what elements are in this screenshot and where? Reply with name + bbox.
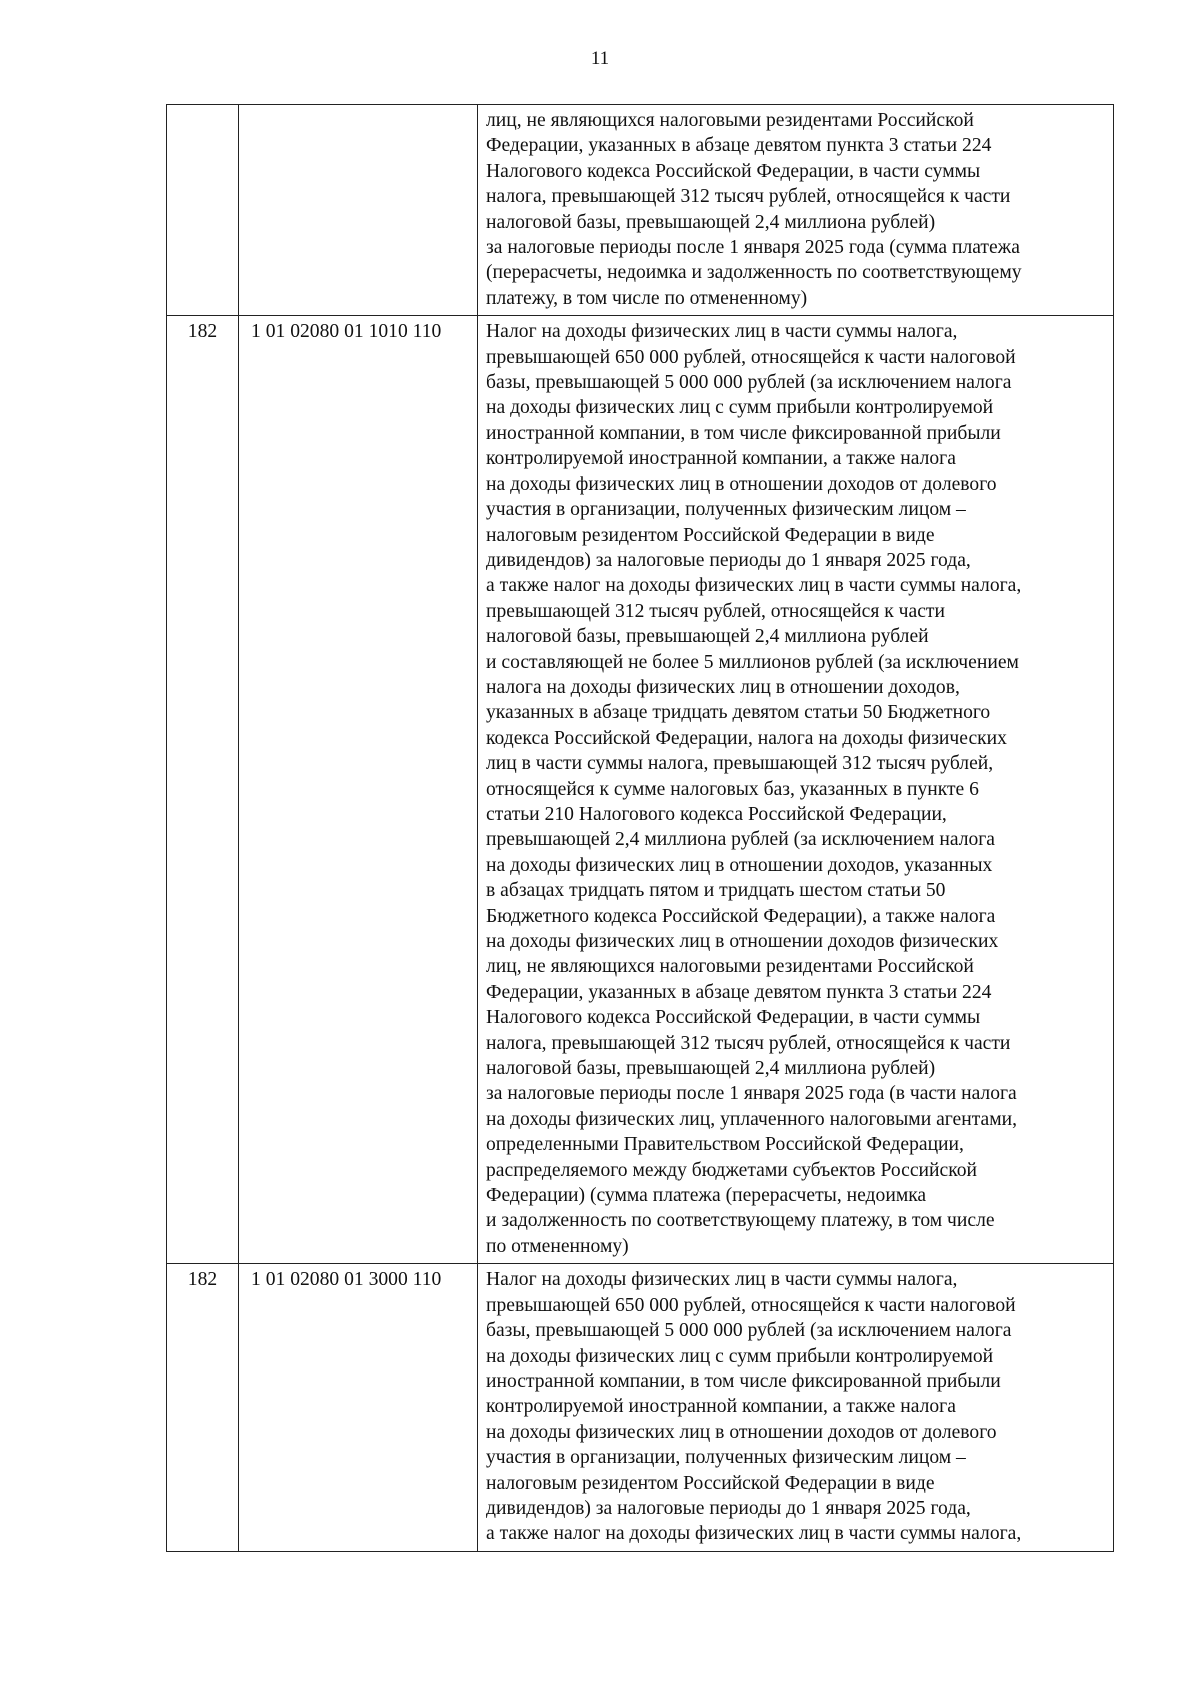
description-line: налоговой базы, превышающей 2,4 миллиона рублей) xyxy=(486,211,936,233)
description-line: за налоговые периоды после 1 января 2025 года (сумма платежа xyxy=(486,237,1020,259)
description-line: на доходы физических лиц с сумм прибыли контролируемой xyxy=(486,1345,994,1367)
description-line: контролируемой иностранной компании, а также налога xyxy=(486,448,956,470)
page-number: 11 xyxy=(590,48,610,69)
description-line: Налогового кодекса Российской Федерации, в части суммы xyxy=(486,1007,981,1029)
description-line: статьи 210 Налогового кодекса Российской Федерации, xyxy=(486,803,947,825)
description-line: превышающей 2,4 миллиона рублей (за исключением налога xyxy=(486,829,996,851)
description-line: а также налог на доходы физических лиц в части суммы налога, xyxy=(486,575,1022,597)
description-line: участия в организации, полученных физическим лицом – xyxy=(486,1447,966,1469)
description-line: на доходы физических лиц в отношении доходов от долевого xyxy=(486,473,997,495)
description-line: лиц, не являющихся налоговыми резидентами Российской xyxy=(486,956,974,978)
description-line: по отмененному) xyxy=(486,1235,629,1257)
description-line: базы, превышающей 5 000 000 рублей (за исключением налога xyxy=(486,372,1012,394)
description-line: иностранной компании, в том числе фиксированной прибыли xyxy=(486,1370,1001,1392)
table-row xyxy=(167,316,1114,1264)
admin-code-cell: 182 xyxy=(167,1264,239,1551)
description-line: и составляющей не более 5 миллионов рублей (за исключением xyxy=(486,651,1019,673)
description-line: Бюджетного кодекса Российской Федерации), а также налога xyxy=(486,905,996,927)
description-line: базы, превышающей 5 000 000 рублей (за исключением налога xyxy=(486,1320,1012,1342)
description-line: иностранной компании, в том числе фиксированной прибыли xyxy=(486,422,1001,444)
budget-code-cell: 1 01 02080 01 1010 110 xyxy=(239,316,478,1264)
admin-code-cell xyxy=(167,105,239,316)
budget-classification-table xyxy=(166,104,1114,1552)
description-line: Налог на доходы физических лиц в части суммы налога, xyxy=(486,321,958,343)
description-cell xyxy=(478,1264,1114,1551)
description-line: Федерации, указанных в абзаце девятом пункта 3 статьи 224 xyxy=(486,981,992,1003)
description-line: платежу, в том числе по отмененному) xyxy=(486,287,808,309)
description-cell xyxy=(478,105,1114,316)
description-line: на доходы физических лиц, уплаченного налоговыми агентами, xyxy=(486,1108,1018,1130)
description-line: Федерации, указанных в абзаце девятом пункта 3 статьи 224 xyxy=(486,135,992,157)
description-line: превышающей 650 000 рублей, относящейся к части налоговой xyxy=(486,1294,1016,1316)
budget-code-cell xyxy=(239,105,478,316)
description-line: налоговым резидентом Российской Федерации в виде xyxy=(486,524,935,546)
description-line: налога на доходы физических лиц в отношении доходов, xyxy=(486,676,960,698)
description-line: и задолженность по соответствующему платежу, в том числе xyxy=(486,1210,995,1232)
description-line: в абзацах тридцать пятом и тридцать шестом статьи 50 xyxy=(486,880,946,902)
description-line: распределяемого между бюджетами субъектов Российской xyxy=(486,1159,978,1181)
table-row xyxy=(167,105,1114,316)
description-line: лиц, не являющихся налоговыми резидентами Российской xyxy=(486,110,974,131)
description-line: относящейся к сумме налоговых баз, указанных в пункте 6 xyxy=(486,778,979,800)
budget-code-cell: 1 01 02080 01 3000 110 xyxy=(239,1264,478,1551)
description-cell xyxy=(478,316,1114,1264)
description-line: за налоговые периоды после 1 января 2025 года (в части налога xyxy=(486,1083,1017,1105)
description-line: дивидендов) за налоговые периоды до 1 января 2025 года, xyxy=(486,1497,971,1519)
description-line: Налогового кодекса Российской Федерации, в части суммы xyxy=(486,160,981,182)
description-line: Налог на доходы физических лиц в части суммы налога, xyxy=(486,1269,958,1291)
description-line: налоговой базы, превышающей 2,4 миллиона рублей xyxy=(486,626,929,648)
description-line: участия в организации, полученных физическим лицом – xyxy=(486,499,966,521)
description-line: налоговым резидентом Российской Федерации в виде xyxy=(486,1472,935,1494)
description-line: Федерации) (сумма платежа (перерасчеты, недоимка xyxy=(486,1185,927,1207)
description-line: на доходы физических лиц в отношении доходов, указанных xyxy=(486,854,993,876)
description-line: налоговой базы, превышающей 2,4 миллиона рублей) xyxy=(486,1058,936,1080)
description-line: определенными Правительством Российской Федерации, xyxy=(486,1134,964,1156)
description-line: (перерасчеты, недоимка и задолженность по соответствующему xyxy=(486,262,1022,284)
description-line: контролируемой иностранной компании, а также налога xyxy=(486,1396,956,1418)
description-line: на доходы физических лиц с сумм прибыли контролируемой xyxy=(486,397,994,419)
description-line: налога, превышающей 312 тысяч рублей, относящейся к части xyxy=(486,1032,1011,1054)
table-row xyxy=(167,1264,1114,1551)
description-line: на доходы физических лиц в отношении доходов от долевого xyxy=(486,1421,997,1443)
description-line: превышающей 312 тысяч рублей, относящейся к части xyxy=(486,600,945,622)
description-line: лиц в части суммы налога, превышающей 312 тысяч рублей, xyxy=(486,753,994,775)
description-line: а также налог на доходы физических лиц в части суммы налога, xyxy=(486,1523,1022,1545)
admin-code-cell: 182 xyxy=(167,316,239,1264)
description-line: указанных в абзаце тридцать девятом статьи 50 Бюджетного xyxy=(486,702,991,724)
description-line: превышающей 650 000 рублей, относящейся к части налоговой xyxy=(486,346,1016,368)
description-line: дивидендов) за налоговые периоды до 1 января 2025 года, xyxy=(486,549,971,571)
description-line: налога, превышающей 312 тысяч рублей, относящейся к части xyxy=(486,186,1011,208)
description-line: кодекса Российской Федерации, налога на доходы физических xyxy=(486,727,1007,749)
description-line: на доходы физических лиц в отношении доходов физических xyxy=(486,931,999,952)
